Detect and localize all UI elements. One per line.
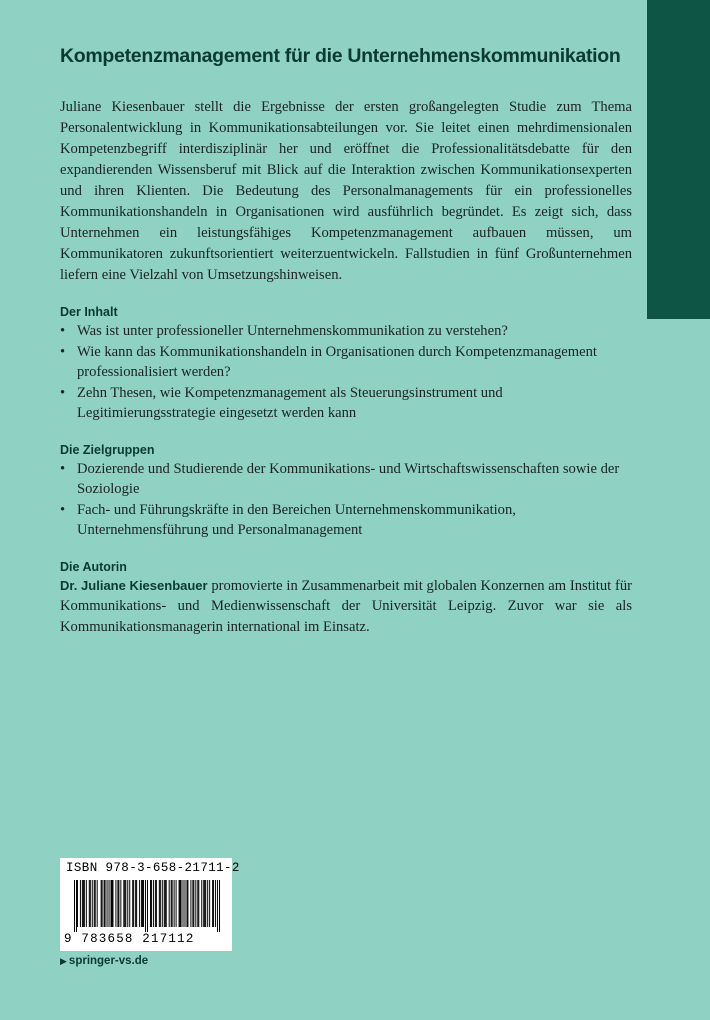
- barcode-bar: [118, 880, 119, 927]
- barcode-bar: [117, 880, 118, 927]
- barcode-bar: [125, 880, 126, 927]
- isbn-barcode: [60, 858, 240, 951]
- barcode-bar: [169, 880, 170, 927]
- barcode-bar: [147, 880, 148, 932]
- barcode-bar: [102, 880, 103, 927]
- author-name: Dr. Juliane Kiesenbauer: [60, 577, 208, 593]
- author-bio: [60, 576, 632, 638]
- barcode-bar: [111, 880, 112, 927]
- barcode-bar: [112, 880, 113, 927]
- section-heading-zielgruppen: Die Zielgruppen: [60, 442, 155, 457]
- barcode-bar: [180, 880, 181, 927]
- inhalt-list: [60, 321, 632, 424]
- barcode-bar: [187, 880, 188, 927]
- barcode-bar: [164, 880, 165, 927]
- barcode-bar: [160, 880, 161, 927]
- barcode-bar: [104, 880, 105, 927]
- barcode-bar: [197, 880, 198, 927]
- section-zielgruppen: [60, 441, 632, 541]
- barcode-bar: [195, 880, 196, 927]
- accent-bar: [647, 0, 710, 319]
- section-inhalt: [60, 303, 632, 424]
- barcode-bar: [76, 880, 77, 932]
- barcode-bar: [139, 880, 140, 927]
- barcode-bar: [201, 880, 202, 927]
- author-bio-text: promovierte in Zusammenarbeit mit globalen Konzernen am Institut für Kommunikations- und Medienwissenschaft der Universität Leipzig. Zuvor war sie als Kommunikationsmanagerin international im Einsatz.: [60, 577, 632, 635]
- publisher-website[interactable]: [60, 955, 148, 967]
- barcode-bar: [123, 880, 124, 927]
- barcode-bar: [120, 880, 121, 927]
- barcode-bar: [86, 880, 87, 927]
- barcode-bar: [204, 880, 205, 927]
- barcode-bar: [198, 880, 199, 927]
- barcode-bar: [74, 880, 75, 932]
- barcode-bar: [205, 880, 206, 927]
- barcode-bar: [193, 880, 194, 927]
- barcode-bar: [84, 880, 85, 927]
- isbn-number: ISBN 978-3-658-21711-2: [66, 861, 240, 875]
- barcode-bar: [105, 880, 106, 927]
- barcode-bar: [172, 880, 173, 927]
- barcode-bar: [159, 880, 160, 927]
- barcode-bar: [192, 880, 193, 927]
- barcode-bar: [83, 880, 84, 927]
- barcode-bar: [153, 880, 154, 927]
- zielgruppen-list: [60, 459, 632, 541]
- barcode-bar: [165, 880, 166, 927]
- barcode-bar: [101, 880, 102, 927]
- barcode-bar: [183, 880, 184, 927]
- barcode-bar: [217, 880, 218, 932]
- barcode-bar: [115, 880, 116, 927]
- website-label: springer-vs.de: [68, 955, 149, 967]
- triangle-right-icon: ▶: [60, 956, 67, 966]
- barcode-bar: [95, 880, 96, 927]
- book-blurb: Juliane Kiesenbauer stellt die Ergebnisse der ersten großangelegten Studie zum Thema Personalentwicklung in Kommunikationsabteilungen vor. Sie leitet einen mehrdimensionalen Kompetenzbegriff interdisziplinär her und eröffnet die Professionalitätsdebatte für den expandierenden Wissensberuf mit Blick auf die Interaktion zwischen Kommunikationsexperten und ihren Klienten. Die Bedeutung des Personalmanagements für ein professionelles Kommunikationshandeln in Organisationen wird ausführlich begründet. Es zeigt sich, dass Unternehmen ein leistungsfähiges Kompetenzmanagement aufbauen müssen, um Kommunikatoren zukunftsorientiert weiterzuentwickeln. Fallstudien in fünf Großunternehmen liefern eine Vielzahl von Umsetzungshinweisen.: [60, 99, 632, 283]
- barcode-digits: 9 783658 217112: [64, 932, 195, 946]
- barcode-bar: [171, 880, 172, 927]
- barcode-bar: [136, 880, 137, 927]
- barcode-bar: [184, 880, 185, 927]
- barcode-bar: [190, 880, 191, 927]
- barcode-bar: [179, 880, 180, 927]
- barcode-bar: [94, 880, 95, 927]
- list-item: • Fach- und Führungskräfte in den Bereichen Unternehmenskommunikation, Unternehmensführung und Personalmanagement: [60, 500, 632, 541]
- barcode-bar: [143, 880, 144, 927]
- barcode-bar: [142, 880, 143, 927]
- section-heading-inhalt: Der Inhalt: [60, 305, 118, 319]
- barcode-icon: [74, 880, 220, 932]
- barcode-bar: [127, 880, 128, 927]
- barcode-bar: [181, 880, 182, 927]
- barcode-bar: [135, 880, 136, 927]
- barcode-bar: [203, 880, 204, 927]
- book-title: Kompetenzmanagement für die Unternehmenskommunikation: [60, 45, 621, 67]
- barcode-bar: [133, 880, 134, 927]
- barcode-bar: [212, 880, 213, 927]
- barcode-bar: [145, 880, 146, 932]
- barcode-bar: [207, 880, 208, 927]
- barcode-bar: [107, 880, 108, 927]
- barcode-bar: [176, 880, 177, 927]
- barcode-bar: [97, 880, 98, 927]
- barcode-bar: [219, 880, 220, 932]
- barcode-bar: [80, 880, 81, 927]
- barcode-bar: [141, 880, 142, 927]
- list-item: • Wie kann das Kommunikationshandeln in Organisationen durch Kompetenzmanagement professionalisiert werden?: [60, 342, 632, 383]
- barcode-bar: [89, 880, 90, 927]
- barcode-bar: [151, 880, 152, 927]
- barcode-bar: [92, 880, 93, 927]
- barcode-bar: [213, 880, 214, 927]
- barcode-bar: [156, 880, 157, 927]
- back-cover-content: [60, 44, 632, 637]
- barcode-bar: [129, 880, 130, 927]
- barcode-bar: [90, 880, 91, 927]
- barcode-bar: [162, 880, 163, 927]
- list-item: • Zehn Thesen, wie Kompetenzmanagement als Steuerungsinstrument und Legitimierungsstrategie eingesetzt werden kann: [60, 383, 632, 424]
- list-item: • Dozierende und Studierende der Kommunikations- und Wirtschaftswissenschaften sowie der Soziologie: [60, 459, 632, 500]
- list-item: • Was ist unter professioneller Unternehmenskommunikation zu verstehen?: [60, 321, 632, 342]
- barcode-bar: [155, 880, 156, 927]
- barcode-bar: [174, 880, 175, 927]
- section-autorin: [60, 558, 632, 638]
- barcode-bar: [186, 880, 187, 927]
- barcode-bar: [77, 880, 78, 927]
- barcode-bar: [109, 880, 110, 927]
- barcode-bar: [215, 880, 216, 927]
- barcode-bar: [150, 880, 151, 927]
- barcode-bar: [111, 880, 112, 927]
- barcode-bar: [124, 880, 125, 927]
- barcode-bar: [82, 880, 83, 927]
- barcode-bar: [132, 880, 133, 927]
- barcode-bar: [166, 880, 167, 927]
- barcode-bar: [209, 880, 210, 927]
- section-heading-autorin: Die Autorin: [60, 559, 127, 574]
